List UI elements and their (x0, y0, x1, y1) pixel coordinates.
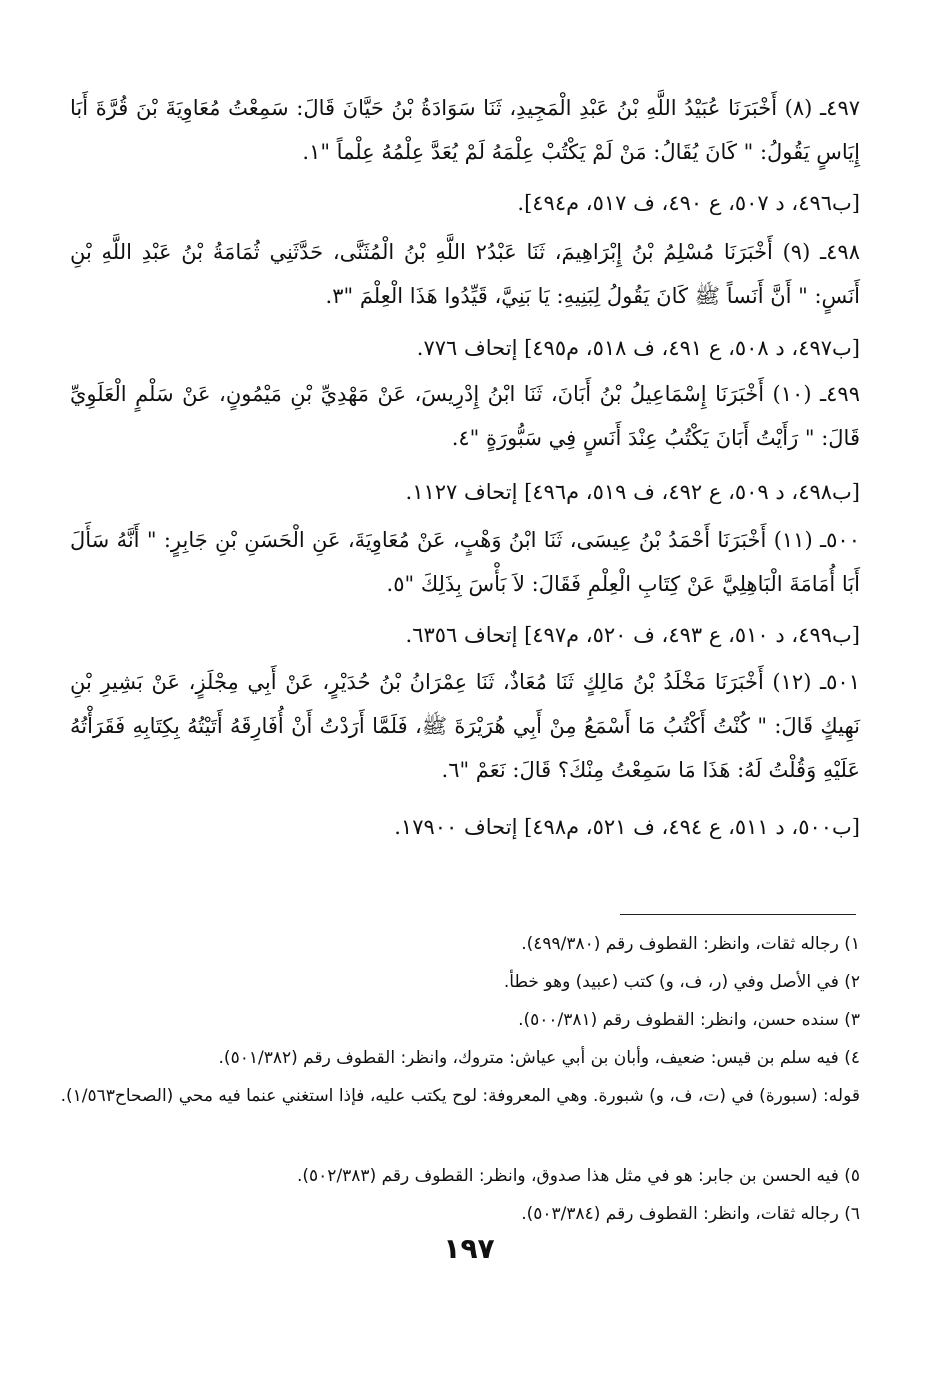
hadith-497-reference: [ب٤٩٦، د ٥٠٧، ع ٤٩٠، ف ٥١٧، م٤٩٤]. (517, 191, 860, 215)
footnote-separator (620, 914, 856, 915)
footnote-3: ٣) سنده حسن، وانظر: القطوف رقم (٥٠٠/٣٨١). (518, 1010, 860, 1030)
footnote-2: ٢) في الأصل وفي (ر، ف، و) كتب (عبيد) وهو خطأ. (503, 972, 860, 992)
footnote-6: ٦) رجاله ثقات، وانظر: القطوف رقم (٥٠٣/٣٨٤). (521, 1204, 860, 1224)
footnote-5: ٥) فيه الحسن بن جابر: هو في مثل هذا صدوق، وانظر: القطوف رقم (٥٠٢/٣٨٣). (297, 1166, 860, 1186)
footnote-4: ٤) فيه سلم بن قيس: ضعيف، وأبان بن أبي عياش: متروك، وانظر: القطوف رقم (٥٠١/٣٨٢). (218, 1048, 860, 1068)
hadith-498-reference: [ب٤٩٧، د ٥٠٨، ع ٤٩١، ف ٥١٨، م٤٩٥] إتحاف ٧٧٦. (416, 336, 860, 360)
hadith-499: ٤٩٩ـ (١٠) أَخْبَرَنَا إِسْمَاعِيلُ بْنُ أَبَانَ، ثَنَا ابْنُ إِدْرِيسَ، عَنْ مَهْدِيِّ بْنِ مَيْمُونٍ، عَنْ سَلْمٍ الْعَلَوِيِّ قَالَ: " رَأَيْتُ أَبَانَ يَكْتُبُ عِنْدَ أَنَسٍ فِي سَبُّورَةٍ "٤. (70, 382, 860, 450)
footnote-1: ١) رجاله ثقات، وانظر: القطوف رقم (٤٩٩/٣٨٠). (521, 934, 860, 954)
hadith-501: ٥٠١ـ (١٢) أَخْبَرَنَا مَخْلَدُ بْنُ مَالِكٍ ثَنَا مُعَاذٌ، ثَنَا عِمْرَانُ بْنُ حُدَيْرٍ، عَنْ أَبِي مِجْلَزٍ، عَنْ بَشِيرِ بْنِ نَهِيكٍ قَالَ: " كُنْتُ أَكْتُبُ مَا أَسْمَعُ مِنْ أَبِي هُرَيْرَةَ ﷺ، فَلَمَّا أَرَدْتُ أَنْ أُفَارِقَهُ أَتَيْتُهُ بِكِتَابِهِ فَقَرَأْتُهُ عَلَيْهِ وَقُلْتُ لَهُ: هَذَا مَا سَمِعْتُ مِنْكَ؟ قَالَ: نَعَمْ "٦. (70, 670, 860, 782)
hadith-497: ٤٩٧ـ (٨) أَخْبَرَنَا عُبَيْدُ اللَّهِ بْنُ عَبْدِ الْمَجِيدِ، ثَنَا سَوَادَةُ بْنُ حَيَّانَ قَالَ: سَمِعْتُ مُعَاوِيَةَ بْنَ قُرَّةَ أَبَا إِيَاسٍ يَقُولُ: " كَانَ يُقَالُ: مَنْ لَمْ يَكْتُبْ عِلْمَهُ لَمْ يُعَدَّ عِلْمُهُ عِلْماً "١. (70, 96, 861, 164)
hadith-500-reference: [ب٤٩٩، د ٥١٠، ع ٤٩٣، ف ٥٢٠، م٤٩٧] إتحاف ٦٣٥٦. (405, 623, 860, 647)
footnote-4-note: قوله: (سبورة) في (ت، ف، و) شبورة. وهي المعروفة: لوح يكتب عليه، فإذا استغني عنما فيه محي (الصحاح١/٥٦٣). (60, 1086, 860, 1106)
hadith-500: ٥٠٠ـ (١١) أَخْبَرَنَا أَحْمَدُ بْنُ عِيسَى، ثَنَا ابْنُ وَهْبٍ، عَنْ مُعَاوِيَةَ، عَنِ الْحَسَنِ بْنِ جَابِرٍ: " أَنَّهُ سَأَلَ أَبَا أُمَامَةَ الْبَاهِلِيَّ عَنْ كِتَابِ الْعِلْمِ فَقَالَ: لاَ بَأْسَ بِذَلِكَ "٥. (70, 528, 860, 596)
page-number: ١٩٧ (443, 1232, 495, 1265)
hadith-499-reference: [ب٤٩٨، د ٥٠٩، ع ٤٩٢، ف ٥١٩، م٤٩٦] إتحاف ١١٢٧. (405, 480, 860, 504)
hadith-498: ٤٩٨ـ (٩) أَخْبَرَنَا مُسْلِمُ بْنُ إِبْرَاهِيمَ، ثَنَا عَبْدُ٢ اللَّهِ بْنُ الْمُثَنَّى، حَدَّثَنِي ثُمَامَةُ بْنُ عَبْدِ اللَّهِ بْنِ أَنَسٍ: " أَنَّ أَنَساً ﷺ كَانَ يَقُولُ لِبَنِيهِ: يَا بَنِيَّ، قَيِّدُوا هَذَا الْعِلْمَ "٣. (70, 240, 860, 308)
hadith-501-reference: [ب٥٠٠، د ٥١١، ع ٤٩٤، ف ٥٢١، م٤٩٨] إتحاف ١٧٩٠٠. (394, 815, 860, 839)
